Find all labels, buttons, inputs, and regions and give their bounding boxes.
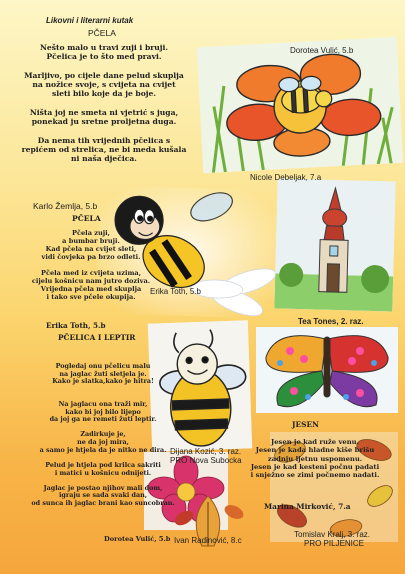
caption-pink-flower-line1: Dijana Kozić, 3. raz. — [170, 447, 242, 456]
poem3-author: Dorotea Vulić, 5.b — [104, 535, 171, 543]
poem1-title: PČELA — [88, 28, 116, 38]
caption-leaf-art-line1: Tomislav Kralj, 3. raz. — [294, 530, 371, 539]
flower-bee-drawing — [197, 37, 403, 173]
poem1-text: Nešto malo u travi zuji i bruji. Pčelica je to što med pravi. Marljivo, po cijele dane pelud skuplja na nožice svoje, s cvijeta na cvijet sleti bilo koje da je boje. Ništa joj ne smeta ni vjetrić s juga, ponekad ju sretne proljetna duga. Da nema tih vrijednih pčelica s repićem od strelica, ne bi meda kušala ni naša dječica. — [21, 43, 187, 163]
section-title: Likovni i literarni kutak — [46, 16, 134, 25]
caption-autumn-tree: Ivan Radinović, 8.c — [174, 536, 242, 545]
poem4-text: Jesen je kad ruže venu. Jesen je kada hladne kiše brišu zadnju ljetnu uspomenu. Jesen je kad kesteni počnu padati i snježno se zimi počnemo nadati. — [250, 438, 380, 480]
poem2-author: Erika Toth, 5.b — [46, 321, 106, 330]
poem1-author: Karlo Žemlja, 5.b — [33, 201, 98, 211]
poem2-title: PČELA — [72, 214, 101, 223]
caption-cartoon-bee: Erika Toth, 5.b — [150, 287, 201, 296]
poem2-text: Pčela zuji, a bumbar bruji. Kad pčela na cvijet sleti, vidi čovjeka pa brzo odleti. Pčela med iz cvijeta uzima, cijelu košnicu nam jutro doziva. Vrijedna pčela med skuplja i tako sve pčele okupija. — [31, 229, 151, 302]
butterfly-drawing — [256, 327, 398, 413]
poem4-title: JESEN — [292, 420, 319, 429]
caption-leaf-art-line2: PRO PILJENICE — [304, 539, 365, 548]
poem3-title: PČELICA I LEPTIR — [58, 333, 136, 342]
caption-pink-flower-line2: PRO Nova Subocka — [170, 456, 242, 465]
church-drawing — [274, 178, 395, 311]
poem4-author: Marina Mirković, 7.a — [264, 502, 351, 511]
poem3-text: Pogledaj onu pčelicu malu na jaglac žuti sletjela je. Kako je slatka,kako je hitra! Na jaglacu ona traži mir, kako bi joj bilo lijepo da joj ga ne remeti žuti leptir. Zadirkuje je, ne da joj mira, a samo je htjela da je nitko ne dira. Pelud je htjela pod krilca sakriti i matici u košnicu odnijeti. Jaglac je postao njihov mali dom, igraju se sada svaki dan, od sunca ih jaglac brani kao suncobran. — [31, 362, 175, 507]
caption-butterfly: Tea Tones, 2. raz. — [298, 317, 364, 326]
caption-flower-bee: Dorotea Vulić, 5.b — [290, 46, 354, 55]
caption-church: Nicole Debeljak, 7.a — [250, 173, 322, 182]
